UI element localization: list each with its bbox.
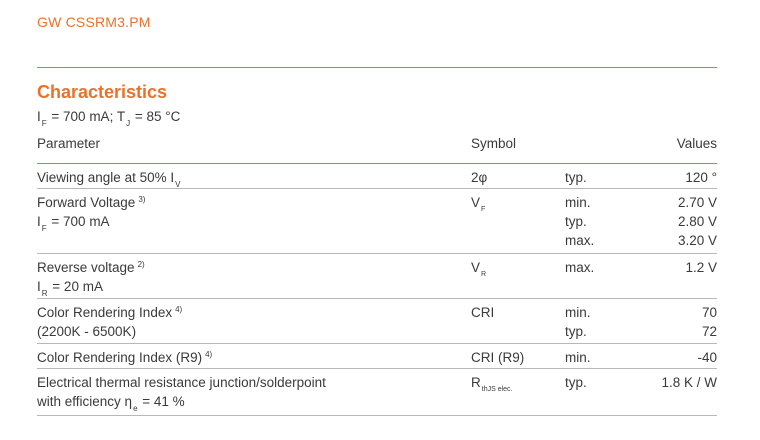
value-cell	[697, 348, 717, 367]
qualifier-cell	[565, 193, 594, 250]
symbol-cell	[471, 193, 485, 212]
param-condition-sub: R	[41, 289, 48, 298]
footnote-ref: 2)	[137, 260, 145, 269]
qualifier-text: min.	[565, 350, 591, 365]
cond-if-value: = 700 mA; T	[47, 109, 126, 124]
table-row	[37, 164, 717, 189]
value-text: 120 °	[685, 170, 717, 185]
symbol-text: 2φ	[471, 170, 488, 185]
param-condition-value: = 700 mA	[47, 214, 110, 229]
footnote-ref: 4)	[205, 350, 213, 359]
value-text: 70	[701, 305, 717, 320]
header-parameter: Parameter	[37, 136, 101, 151]
qualifier-text: max.	[565, 260, 595, 275]
param-condition: I	[37, 214, 41, 229]
symbol-text: R	[471, 375, 481, 390]
header-symbol: Symbol	[471, 136, 517, 151]
value-cell	[685, 168, 717, 187]
qualifier-text: max.	[565, 233, 595, 248]
qualifier-cell	[565, 303, 591, 341]
qualifier-cell	[565, 258, 594, 277]
qualifier-cell	[565, 348, 591, 367]
symbol-cell	[471, 303, 494, 322]
symbol-cell	[471, 373, 513, 392]
param-text: Electrical thermal resistance junction/solderpoint	[37, 375, 326, 390]
qualifier-text: min.	[565, 195, 591, 210]
param-text: Color Rendering Index	[37, 305, 173, 320]
param-condition-sub: F	[41, 224, 47, 233]
param-sub: V	[175, 180, 181, 189]
param-condition-sub: e	[133, 404, 138, 413]
value-cell	[685, 258, 717, 277]
param-cell	[37, 258, 145, 296]
table-row	[37, 299, 717, 344]
value-text: 1.2 V	[685, 260, 717, 275]
symbol-text: V	[471, 195, 481, 210]
table-row	[37, 344, 717, 369]
symbol-sub: F	[481, 206, 486, 213]
param-cell	[37, 303, 182, 341]
qualifier-text: typ.	[565, 375, 587, 390]
symbol-text: CRI (R9)	[471, 350, 525, 365]
table-header	[37, 133, 717, 164]
header-divider	[37, 67, 717, 68]
qualifier-text: typ.	[565, 214, 587, 229]
param-text: Viewing angle at 50% I	[37, 170, 175, 185]
value-cell	[702, 303, 717, 341]
symbol-sub: R	[481, 271, 487, 278]
table-row	[37, 189, 717, 254]
param-cell	[37, 193, 145, 231]
qualifier-text: typ.	[565, 170, 587, 185]
value-text: -40	[697, 350, 717, 365]
param-condition: I	[37, 279, 41, 294]
value-cell	[678, 193, 717, 250]
cond-tj-value: = 85 °C	[131, 109, 181, 124]
param-condition: (2200K - 6500K)	[37, 324, 137, 339]
qualifier-text: typ.	[565, 324, 587, 339]
qualifier-text: min.	[565, 305, 591, 320]
table-row	[37, 369, 717, 416]
symbol-text: V	[471, 260, 481, 275]
param-cell	[37, 168, 181, 187]
cond-if-sub: F	[41, 119, 47, 128]
value-text: 2.70 V	[677, 195, 717, 210]
section-title: Characteristics	[37, 82, 168, 102]
document-code: GW CSSRM3.PM	[37, 14, 151, 30]
characteristics-table	[37, 133, 717, 416]
symbol-cell	[471, 258, 486, 277]
qualifier-cell	[565, 168, 587, 187]
symbol-sub: thJS elec.	[481, 386, 513, 393]
param-text: Color Rendering Index (R9)	[37, 350, 203, 365]
param-cell	[37, 373, 326, 411]
param-condition-value: = 20 mA	[48, 279, 103, 294]
value-text: 72	[701, 324, 717, 339]
param-text: Reverse voltage	[37, 260, 135, 275]
qualifier-cell	[565, 373, 587, 392]
symbol-cell	[471, 168, 487, 187]
symbol-cell	[471, 348, 524, 367]
symbol-text: CRI	[471, 305, 495, 320]
param-condition: with efficiency η	[37, 394, 133, 409]
value-text: 3.20 V	[677, 233, 717, 248]
param-text: Forward Voltage	[37, 195, 136, 210]
value-text: 2.80 V	[677, 214, 717, 229]
header-values: Values	[676, 136, 717, 151]
footnote-ref: 4)	[175, 305, 183, 314]
table-row	[37, 254, 717, 299]
param-cell	[37, 348, 212, 367]
value-text: 1.8 K / W	[661, 375, 717, 390]
value-cell	[661, 373, 717, 392]
param-condition-value: = 41 %	[138, 394, 185, 409]
test-conditions	[37, 109, 181, 128]
footnote-ref: 3)	[138, 195, 146, 204]
cond-if-label: I	[37, 109, 41, 124]
cond-tj-sub: J	[126, 119, 131, 128]
